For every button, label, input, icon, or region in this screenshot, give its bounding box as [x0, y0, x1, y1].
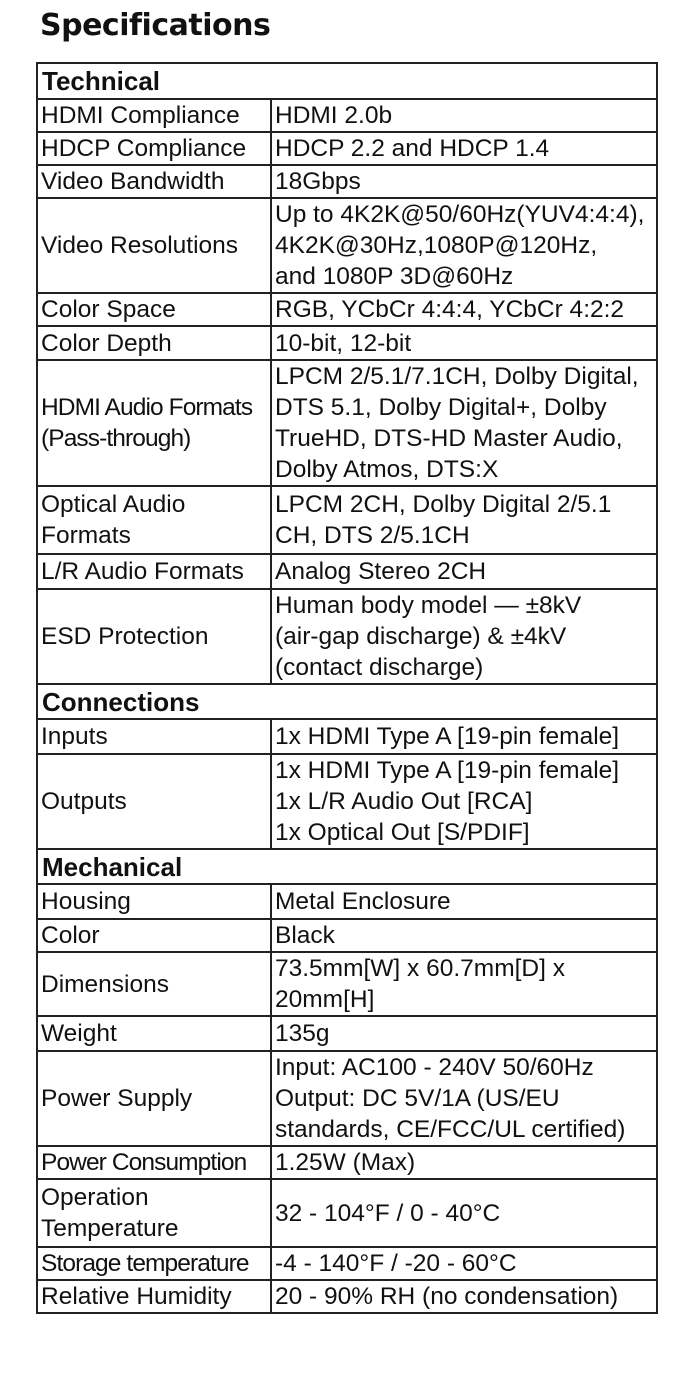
spec-label-line: Formats — [41, 522, 131, 549]
spec-label — [37, 293, 271, 326]
spec-label-line: Outputs — [41, 788, 127, 815]
spec-value — [271, 326, 657, 360]
spec-value — [271, 1247, 657, 1280]
table-row — [37, 1247, 657, 1280]
spec-value — [271, 952, 657, 1016]
spec-label-line: Inputs — [41, 723, 108, 750]
spec-value-line: 32 - 104°F / 0 - 40°C — [275, 1199, 501, 1227]
spec-value — [271, 1179, 657, 1247]
spec-value-line: LPCM 2CH, Dolby Digital 2/5.1 — [275, 491, 612, 518]
spec-label-line: Video Resolutions — [41, 232, 239, 259]
spec-value-line: 1x Optical Out [S/PDIF] — [275, 819, 530, 846]
section-header-mechanical — [37, 849, 657, 884]
spec-label-line: Dimensions — [41, 970, 169, 998]
section-title: Technical — [37, 63, 657, 99]
table-row — [37, 919, 657, 952]
spec-value — [271, 884, 657, 919]
spec-value-line: HDCP 2.2 and HDCP 1.4 — [275, 135, 550, 162]
spec-value-line: and 1080P 3D@60Hz — [275, 263, 514, 290]
spec-label-line: L/R Audio Formats — [41, 558, 244, 585]
table-row — [37, 1179, 657, 1247]
spec-value-line: 1x HDMI Type A [19-pin female] — [275, 757, 620, 784]
spec-value-line: 135g — [275, 1020, 330, 1047]
spec-value-line: Output: DC 5V/1A (US/EU — [275, 1085, 560, 1112]
spec-value-line: RGB, YCbCr 4:4:4, YCbCr 4:2:2 — [275, 296, 625, 323]
spec-value — [271, 132, 657, 165]
spec-value-line: Dolby Atmos, DTS:X — [275, 456, 499, 483]
spec-value-line: TrueHD, DTS-HD Master Audio, — [275, 425, 623, 452]
section-title: Mechanical — [37, 849, 657, 884]
spec-label — [37, 719, 271, 754]
spec-label-line: Color — [41, 922, 100, 949]
table-row — [37, 1146, 657, 1179]
spec-label-line: ESD Protection — [41, 623, 209, 650]
spec-value-line: LPCM 2/5.1/7.1CH, Dolby Digital, — [275, 363, 639, 390]
spec-value-line: CH, DTS 2/5.1CH — [275, 522, 470, 549]
spec-label-line: HDMI Audio Formats — [41, 394, 253, 421]
spec-label-line: Color Space — [41, 296, 176, 323]
spec-label — [37, 326, 271, 360]
spec-label-line: Power Supply — [41, 1085, 193, 1112]
spec-label — [37, 486, 271, 554]
spec-value-line: 20mm[H] — [275, 986, 375, 1013]
table-row — [37, 326, 657, 360]
table-row — [37, 952, 657, 1016]
spec-value-line: (contact discharge) — [275, 654, 484, 681]
spec-label — [37, 554, 271, 589]
specifications-table-body — [37, 63, 657, 1313]
table-row — [37, 589, 657, 684]
spec-value — [271, 198, 657, 293]
spec-label-line: Power Consumption — [41, 1149, 247, 1176]
table-row — [37, 884, 657, 919]
spec-label-line: Temperature — [41, 1215, 179, 1242]
spec-label — [37, 360, 271, 486]
page-title: Specifications — [40, 8, 271, 43]
spec-value-line: Up to 4K2K@50/60Hz(YUV4:4:4), — [275, 201, 645, 228]
spec-label — [37, 589, 271, 684]
specifications-table — [36, 62, 658, 1314]
table-row — [37, 99, 657, 132]
spec-label — [37, 919, 271, 952]
spec-value-line: Metal Enclosure — [275, 888, 451, 915]
spec-label — [37, 1179, 271, 1247]
spec-label — [37, 884, 271, 919]
spec-value — [271, 554, 657, 589]
spec-label-line: HDMI Compliance — [41, 102, 240, 129]
spec-value — [271, 99, 657, 132]
spec-label — [37, 132, 271, 165]
spec-label-line: Video Bandwidth — [41, 168, 225, 195]
spec-label-line: Operation — [41, 1184, 149, 1211]
spec-value-line: 10-bit, 12-bit — [275, 329, 412, 357]
spec-value-line: 73.5mm[W] x 60.7mm[D] x — [275, 955, 565, 982]
table-row — [37, 1280, 657, 1313]
spec-label-line: Weight — [41, 1020, 117, 1047]
spec-value-line: DTS 5.1, Dolby Digital+, Dolby — [275, 394, 607, 421]
spec-value-line: standards, CE/FCC/UL certified) — [275, 1116, 626, 1143]
spec-label-line: Housing — [41, 888, 131, 915]
spec-value — [271, 589, 657, 684]
table-row — [37, 754, 657, 849]
table-row — [37, 486, 657, 554]
spec-value — [271, 719, 657, 754]
spec-value-line: Human body model — ±8kV — [275, 592, 582, 619]
spec-label — [37, 165, 271, 198]
spec-value-line: Analog Stereo 2CH — [275, 558, 487, 585]
spec-value-line: 1x HDMI Type A [19-pin female] — [275, 723, 620, 750]
table-row — [37, 165, 657, 198]
spec-label — [37, 754, 271, 849]
spec-label — [37, 198, 271, 293]
section-header-connections — [37, 684, 657, 719]
spec-value — [271, 1051, 657, 1146]
table-row — [37, 719, 657, 754]
spec-label — [37, 1280, 271, 1313]
spec-value — [271, 1146, 657, 1179]
spec-value — [271, 1016, 657, 1051]
spec-value — [271, 486, 657, 554]
spec-value-line: 20 - 90% RH (no condensation) — [275, 1283, 619, 1310]
spec-label-line: Optical Audio — [41, 491, 186, 518]
spec-value — [271, 754, 657, 849]
table-row — [37, 1016, 657, 1051]
spec-value — [271, 360, 657, 486]
spec-label — [37, 1016, 271, 1051]
spec-label-line: (Pass-through) — [41, 425, 191, 452]
table-row — [37, 554, 657, 589]
spec-value-line: Input: AC100 - 240V 50/60Hz — [275, 1054, 594, 1081]
spec-value-line: Black — [275, 922, 335, 949]
spec-label — [37, 952, 271, 1016]
spec-value — [271, 293, 657, 326]
table-row — [37, 132, 657, 165]
spec-value-line: 18Gbps — [275, 168, 361, 195]
spec-label-line: HDCP Compliance — [41, 135, 247, 162]
table-row — [37, 1051, 657, 1146]
spec-label — [37, 1146, 271, 1179]
table-row — [37, 293, 657, 326]
spec-value-line: 1.25W (Max) — [275, 1149, 416, 1176]
spec-label — [37, 1247, 271, 1280]
spec-label — [37, 99, 271, 132]
spec-value-line: 1x L/R Audio Out [RCA] — [275, 788, 533, 815]
table-row — [37, 360, 657, 486]
spec-label-line: Relative Humidity — [41, 1283, 232, 1310]
spec-value-line: 4K2K@30Hz,1080P@120Hz, — [275, 232, 598, 259]
spec-value-line: HDMI 2.0b — [275, 102, 393, 129]
spec-label-line: Storage temperature — [41, 1250, 249, 1277]
section-header-technical — [37, 63, 657, 99]
table-row — [37, 198, 657, 293]
spec-value-line: -4 - 140°F / -20 - 60°C — [275, 1250, 517, 1277]
spec-value — [271, 165, 657, 198]
spec-value — [271, 1280, 657, 1313]
spec-value — [271, 919, 657, 952]
spec-label — [37, 1051, 271, 1146]
section-title: Connections — [37, 684, 657, 719]
spec-value-line: (air-gap discharge) & ±4kV — [275, 623, 567, 650]
spec-label-line: Color Depth — [41, 329, 172, 357]
